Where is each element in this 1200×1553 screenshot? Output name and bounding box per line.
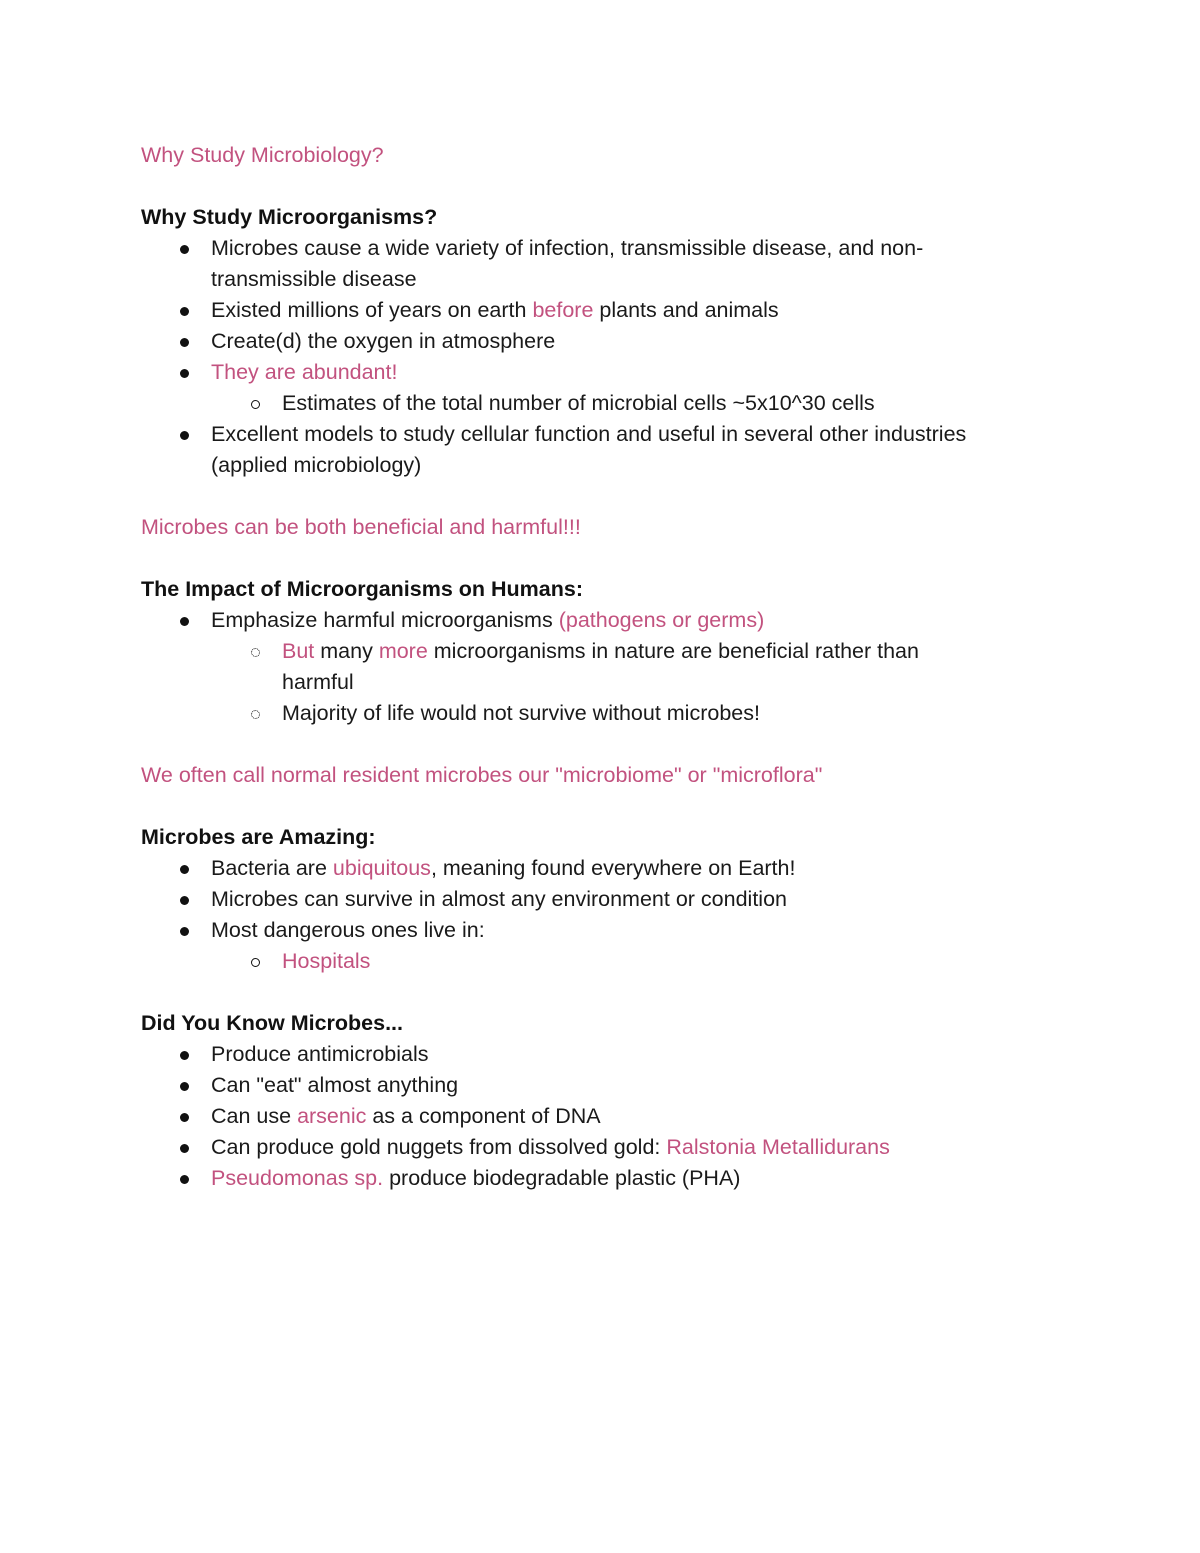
section-heading-microbes-are-amazing: Microbes are Amazing: bbox=[141, 825, 376, 849]
list-item bbox=[141, 1039, 1061, 1070]
highlight-text: But bbox=[282, 639, 315, 663]
bullet-icon bbox=[180, 1144, 189, 1153]
list-item-text: Most dangerous ones live in: bbox=[211, 918, 485, 942]
section-heading-impact-on-humans: The Impact of Microorganisms on Humans: bbox=[141, 577, 583, 601]
spacer bbox=[141, 729, 1061, 760]
list-item-text: Produce antimicrobials bbox=[211, 1042, 429, 1066]
document-title: Why Study Microbiology? bbox=[141, 143, 384, 167]
callout-note: We often call normal resident microbes our "microbiome" or "microflora" bbox=[141, 763, 823, 787]
list-item-text: Create(d) the oxygen in atmosphere bbox=[211, 329, 556, 353]
hollow-bullet-icon bbox=[251, 958, 260, 967]
hollow-bullet-icon bbox=[251, 648, 260, 657]
list-item bbox=[141, 1163, 1061, 1194]
bullet-icon bbox=[180, 338, 189, 347]
list-item-text: Can "eat" almost anything bbox=[211, 1073, 459, 1097]
bullet-icon bbox=[180, 369, 189, 378]
list-item-text: Can use bbox=[211, 1104, 298, 1128]
document-page bbox=[141, 140, 1061, 1194]
list-item bbox=[141, 357, 1061, 388]
spacer bbox=[141, 171, 1061, 202]
list-item bbox=[141, 326, 1061, 357]
list-item bbox=[141, 233, 1061, 295]
highlight-text: more bbox=[378, 639, 428, 663]
highlight-text: Pseudomonas sp. bbox=[211, 1166, 384, 1190]
list-item-text: Can produce gold nuggets from dissolved gold: bbox=[211, 1135, 667, 1159]
bullet-icon bbox=[180, 1175, 189, 1184]
list-item-text: Bacteria are bbox=[211, 856, 333, 880]
bullet-icon bbox=[180, 1082, 189, 1091]
bullet-icon bbox=[180, 1113, 189, 1122]
spacer bbox=[141, 791, 1061, 822]
list-item-text: microorganisms in nature are beneficial rather than bbox=[427, 639, 919, 663]
bullet-icon bbox=[180, 1051, 189, 1060]
bullet-icon bbox=[180, 865, 189, 874]
highlight-text: ubiquitous bbox=[332, 856, 431, 880]
spacer bbox=[141, 543, 1061, 574]
hollow-bullet-icon bbox=[251, 710, 260, 719]
list-item bbox=[141, 1132, 1061, 1163]
bullet-icon bbox=[180, 617, 189, 626]
bullet-icon bbox=[180, 896, 189, 905]
list-item-text: produce biodegradable plastic (PHA) bbox=[383, 1166, 741, 1190]
highlight-text: They are abundant! bbox=[211, 360, 398, 384]
list-item bbox=[141, 915, 1061, 946]
hollow-bullet-icon bbox=[251, 400, 260, 409]
list-item-text: Microbes can survive in almost any environment or condition bbox=[211, 887, 787, 911]
list-item bbox=[141, 605, 1061, 636]
sub-list-item bbox=[141, 946, 1061, 977]
list-item bbox=[141, 1101, 1061, 1132]
list-item bbox=[141, 295, 1061, 326]
list-item-text: as a component of DNA bbox=[366, 1104, 601, 1128]
list-item bbox=[141, 1070, 1061, 1101]
list-item-text: plants and animals bbox=[593, 298, 779, 322]
sub-list-item bbox=[141, 636, 1061, 698]
highlight-text: before bbox=[532, 298, 594, 322]
list-item bbox=[141, 884, 1061, 915]
list-item-text: Emphasize harmful microorganisms bbox=[211, 608, 559, 632]
bullet-icon bbox=[180, 307, 189, 316]
list-item-text: , meaning found everywhere on Earth! bbox=[430, 856, 796, 880]
list-item-text: (applied microbiology) bbox=[211, 453, 422, 477]
list-item-text: harmful bbox=[282, 670, 354, 694]
highlight-text: (pathogens or germs) bbox=[558, 608, 765, 632]
list-item bbox=[141, 853, 1061, 884]
list-item-text: transmissible disease bbox=[211, 267, 417, 291]
list-item bbox=[141, 419, 1061, 481]
bullet-icon bbox=[180, 927, 189, 936]
list-item-text: Estimates of the total number of microbial cells ~5x10^30 cells bbox=[282, 391, 875, 415]
bullet-icon bbox=[180, 431, 189, 440]
highlight-text: Ralstonia Metallidurans bbox=[666, 1135, 890, 1159]
section-heading-why-study-microorganisms: Why Study Microorganisms? bbox=[141, 205, 438, 229]
spacer bbox=[141, 977, 1061, 1008]
bullet-icon bbox=[180, 245, 189, 254]
sub-list-item bbox=[141, 698, 1061, 729]
list-item-text: many bbox=[314, 639, 379, 663]
list-item-text: Majority of life would not survive without microbes! bbox=[282, 701, 760, 725]
spacer bbox=[141, 481, 1061, 512]
sub-list-item bbox=[141, 388, 1061, 419]
list-item-text: Microbes cause a wide variety of infection, transmissible disease, and non- bbox=[211, 236, 924, 260]
list-item-text: Existed millions of years on earth bbox=[211, 298, 533, 322]
section-heading-did-you-know: Did You Know Microbes... bbox=[141, 1011, 403, 1035]
highlight-text: Hospitals bbox=[282, 949, 371, 973]
callout-note: Microbes can be both beneficial and harmful!!! bbox=[141, 515, 581, 539]
list-item-text: Excellent models to study cellular function and useful in several other industries bbox=[211, 422, 967, 446]
highlight-text: arsenic bbox=[297, 1104, 367, 1128]
